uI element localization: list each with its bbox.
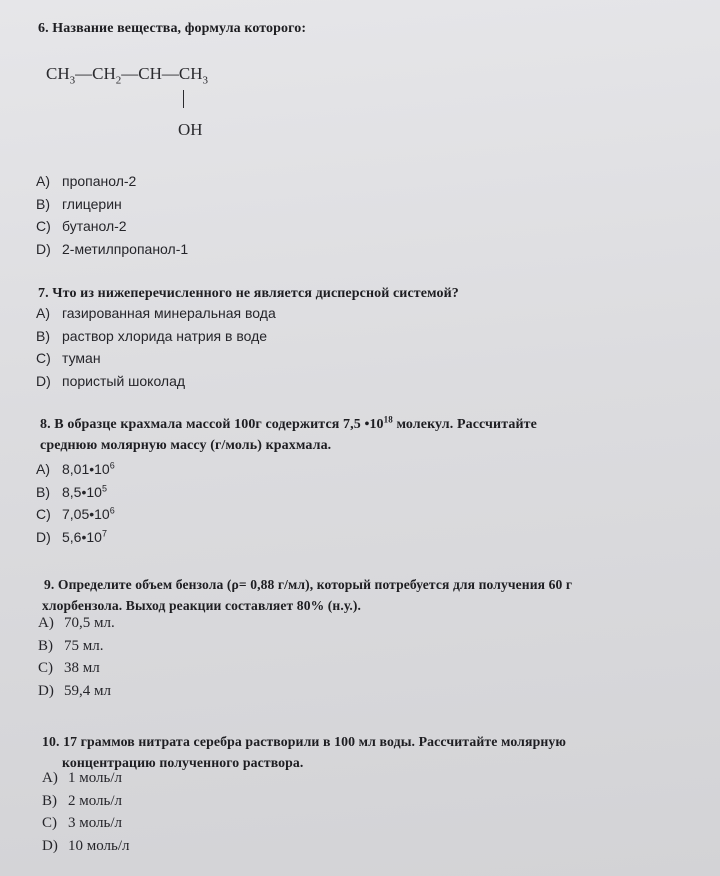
question-8-options (36, 458, 115, 548)
formula-ch3-right: CH (178, 64, 203, 83)
question-8-title-line2: среднюю молярную массу (г/моль) крахмала. (40, 438, 332, 453)
option-d: D) 59,4 мл (38, 682, 111, 699)
option-b: B) 75 мл. (38, 637, 104, 654)
formula-bond: — (121, 64, 139, 83)
question-6 (38, 18, 306, 39)
structural-formula (46, 64, 306, 154)
question-6-title: 6. Название вещества, формула которого: (38, 21, 307, 36)
option-b: B) глицерин (36, 195, 122, 212)
question-7-options (36, 302, 276, 392)
option-a: A) 1 моль/л (42, 770, 123, 786)
formula-bond: — (161, 64, 179, 83)
option-d: D) 10 моль/л (42, 837, 130, 854)
question-8 (40, 414, 537, 456)
question-9-options (38, 612, 115, 702)
question-9-title-line2: хлорбензола. Выход реакции составляет 80% (н.у.). (42, 598, 362, 613)
question-7-title: 7. Что из нижеперечисленного не является дисперсной системой? (38, 286, 459, 301)
option-a: A) 70,5 мл. (38, 615, 115, 631)
option-b: B) раствор хлорида натрия в воде (36, 327, 268, 344)
option-b: B) $8,5•10^5$ (36, 482, 107, 500)
formula-oh: OH (178, 120, 203, 139)
question-7 (38, 283, 459, 304)
option-c: C) бутанол-2 (36, 218, 127, 234)
option-c: C) $7,05•10^6$ (36, 505, 115, 522)
option-a: A) $8,01•10^6$ (36, 460, 115, 477)
question-10-title-line1: 10. 17 граммов нитрата серебра растворили в 100 мл воды. Рассчитайте молярную (42, 734, 567, 749)
question-6-options (36, 170, 188, 260)
question-9-title-line1: 9. Определите объем бензола (ρ= 0,88 г/мл), который потребуется для получения 60 г (44, 577, 573, 592)
formula-bond: — (75, 64, 93, 83)
option-d: D) пористый шоколад (36, 372, 186, 389)
question-8-title-line1: 8. В образце крахмала массой 100г содержится 7,5 $•10^{18}$ молекул. Рассчитайте (40, 414, 537, 432)
question-10-options (42, 767, 130, 857)
question-9 (44, 574, 572, 616)
option-a: A) пропанол-2 (36, 173, 137, 189)
formula-chain: $CH_3—CH_2—CH—CH_3$ (46, 64, 208, 87)
formula-ch3-left: CH (46, 64, 70, 83)
option-b: B) 2 моль/л (42, 792, 123, 809)
formula-ch: CH (138, 64, 162, 83)
question-10-title-line2: концентрацию полученного раствора. (62, 755, 304, 770)
option-c: C) туман (36, 350, 101, 366)
option-c: C) 38 мл (38, 660, 100, 676)
option-d: D) $5,6•10^7$ (36, 527, 107, 545)
option-c: C) 3 моль/л (42, 815, 123, 831)
option-d: D) 2-метилпропанол-1 (36, 240, 189, 257)
formula-ch2: CH (92, 64, 116, 83)
formula-vertical-bond (183, 90, 184, 108)
option-a: A) газированная минеральная вода (36, 305, 276, 321)
